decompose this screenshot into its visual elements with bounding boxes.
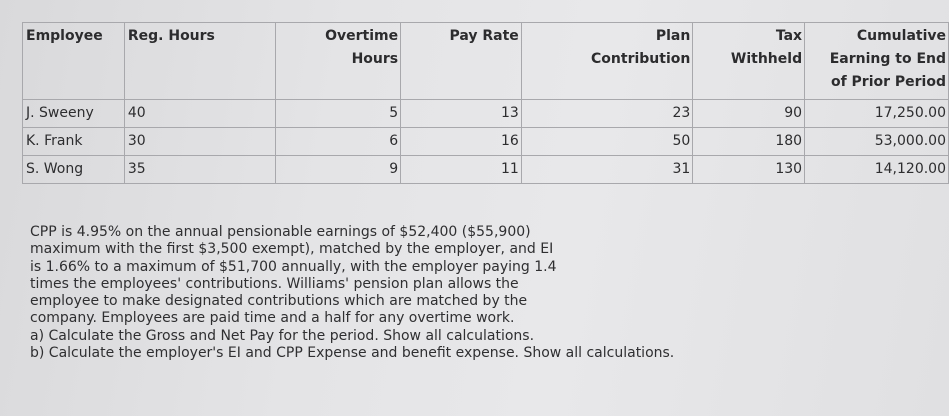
cell-plan: 31 [521, 156, 693, 184]
problem-instructions [30, 224, 750, 362]
header-cum-label-3: of Prior Period [830, 74, 946, 90]
cell-employee: S. Wong [23, 156, 125, 184]
table-header-row [23, 23, 949, 100]
cell-tax: 90 [693, 100, 805, 128]
header-tax-label-2: Withheld [730, 51, 803, 67]
cell-cumulative: 14,120.00 [805, 156, 949, 184]
header-employee [23, 23, 125, 100]
cell-reg-hours: 35 [124, 156, 276, 184]
table-row [23, 100, 949, 128]
instruction-line: maximum with the first $3,500 exempt), matched by the employer, and EI [30, 241, 554, 258]
cell-plan: 50 [521, 128, 693, 156]
cell-reg-hours: 40 [124, 100, 276, 128]
question-a: a) Calculate the Gross and Net Pay for the period. Show all calculations. [30, 327, 535, 344]
header-plan-label-1: Plan [655, 28, 691, 44]
cell-overtime: 6 [276, 128, 401, 156]
header-pay-rate-label: Pay Rate [449, 28, 519, 44]
cell-employee: J. Sweeny [23, 100, 125, 128]
instruction-line: CPP is 4.95% on the annual pensionable earnings of $52,400 ($55,900) [30, 224, 531, 240]
header-cum-label-1: Cumulative [856, 28, 946, 44]
header-reg-hours-label: Reg. Hours [127, 28, 215, 44]
header-reg-hours [124, 23, 276, 100]
cell-pay-rate: 13 [401, 100, 522, 128]
header-plan-contribution [521, 23, 693, 100]
instruction-line: is 1.66% to a maximum of $51,700 annually, with the employer paying 1.4 [30, 258, 557, 275]
header-plan-label-2: Contribution [591, 51, 691, 67]
header-pay-rate [401, 23, 522, 100]
cell-pay-rate: 11 [401, 156, 522, 184]
cell-plan: 23 [521, 100, 693, 128]
instruction-line: times the employees' contributions. Williams' pension plan allows the [30, 275, 519, 292]
header-cumulative-earning [805, 23, 949, 100]
instruction-line: company. Employees are paid time and a half for any overtime work. [30, 310, 515, 327]
header-tax-withheld [693, 23, 805, 100]
cell-overtime: 9 [276, 156, 401, 184]
cell-employee: K. Frank [23, 128, 125, 156]
cell-cumulative: 17,250.00 [805, 100, 949, 128]
question-b: b) Calculate the employer's EI and CPP Expense and benefit expense. Show all calculations. [30, 345, 675, 362]
header-cum-label-2: Earning to End [829, 51, 946, 67]
cell-cumulative: 53,000.00 [805, 128, 949, 156]
header-employee-label: Employee [26, 28, 103, 44]
table-row [23, 156, 949, 184]
cell-pay-rate: 16 [401, 128, 522, 156]
payroll-table [22, 22, 949, 184]
instruction-line: employee to make designated contributions which are matched by the [30, 293, 528, 310]
header-overtime-label-1: Overtime [325, 28, 399, 44]
header-tax-label-1: Tax [775, 28, 803, 44]
cell-reg-hours: 30 [124, 128, 276, 156]
header-overtime-label-2: Hours [351, 51, 399, 67]
header-overtime-hours [276, 23, 401, 100]
cell-tax: 180 [693, 128, 805, 156]
table-row [23, 128, 949, 156]
cell-overtime: 5 [276, 100, 401, 128]
cell-tax: 130 [693, 156, 805, 184]
